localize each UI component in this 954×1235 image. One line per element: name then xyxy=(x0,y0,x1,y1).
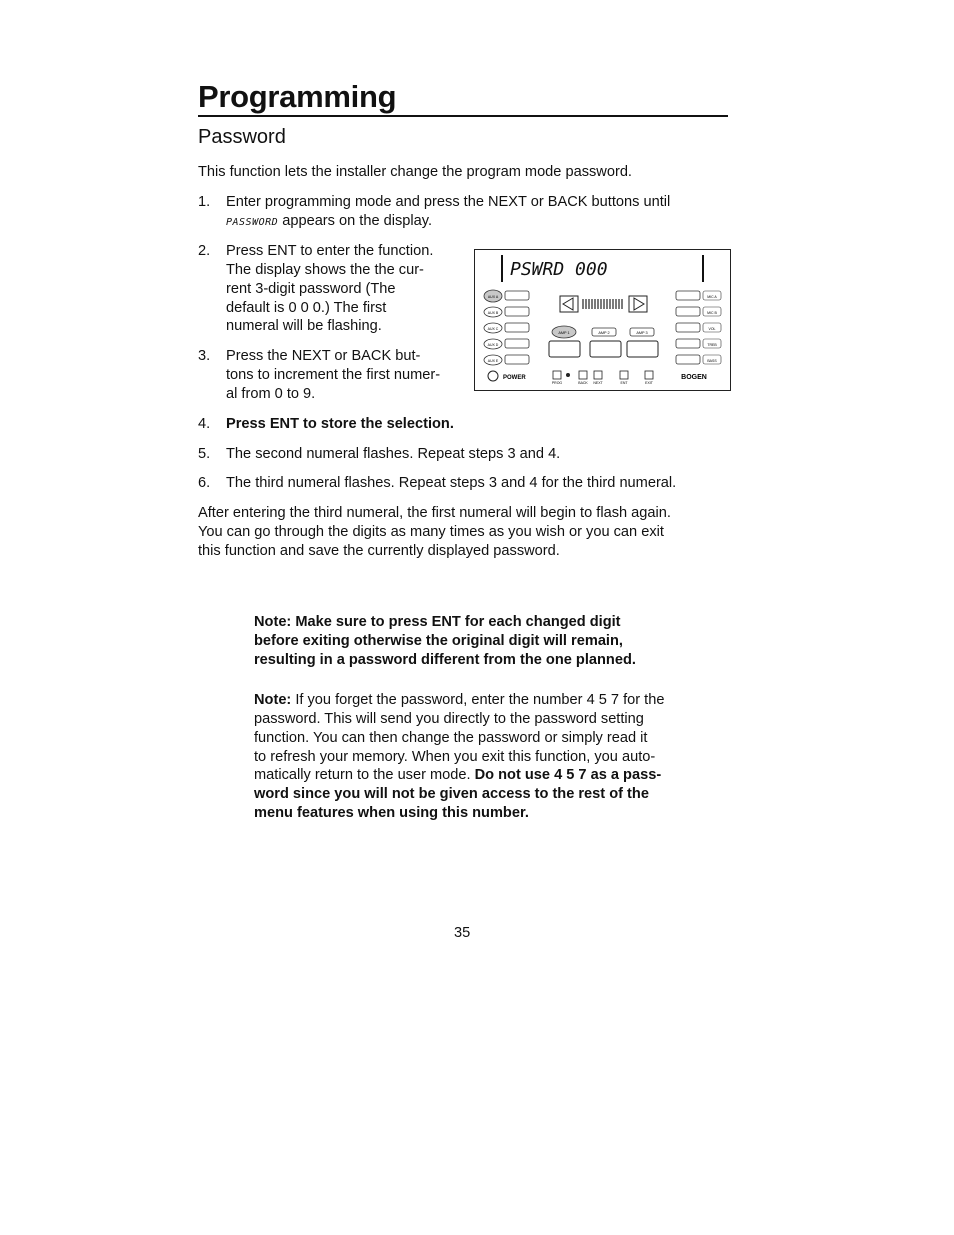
note-2-line-1: Note: If you forget the password, enter the number 4 5 7 for the xyxy=(254,692,665,708)
step-6-number: 6. xyxy=(198,475,211,491)
section-title: Password xyxy=(198,126,286,148)
intro-paragraph: This function lets the installer change the program mode password. xyxy=(198,164,632,180)
device-front-panel xyxy=(474,249,731,391)
svg-text:AUX D: AUX D xyxy=(487,343,499,347)
svg-text:AUX B: AUX B xyxy=(487,311,499,315)
svg-text:AUX A: AUX A xyxy=(487,295,499,299)
note-2-line-4: to refresh your memory. When you exit this function, you auto- xyxy=(254,749,656,765)
step-6-text: The third numeral flashes. Repeat steps 3 and 4 for the third numeral. xyxy=(226,475,677,491)
svg-text:MIC A: MIC A xyxy=(707,295,717,299)
step-3-line-2: tons to increment the first numer- xyxy=(226,367,441,383)
step-3-line-3: al from 0 to 9. xyxy=(226,386,316,402)
step-2-line-4: default is 0 0 0.) The first xyxy=(226,300,387,316)
prog-led xyxy=(566,373,570,377)
step-4-number: 4. xyxy=(198,416,211,432)
svg-text:BACK: BACK xyxy=(578,381,588,385)
page-number: 35 xyxy=(454,925,471,941)
note-2-line-6: word since you will not be given access to the rest of the xyxy=(254,786,649,802)
lcd-word-password: PASSWORD xyxy=(226,217,279,228)
step-2-line-2: The display shows the the cur- xyxy=(226,262,424,278)
step-4-text: Press ENT to store the selection. xyxy=(226,416,454,432)
page-heading: Programming xyxy=(198,79,397,114)
svg-text:MIC B: MIC B xyxy=(707,311,717,315)
svg-text:ENT: ENT xyxy=(620,381,628,385)
step-2-line-1: Press ENT to enter the function. xyxy=(226,243,434,259)
brand-logo: BOGEN xyxy=(681,374,707,381)
after-paragraph-line-1: After entering the third numeral, the first numeral will begin to flash again. xyxy=(198,505,671,521)
step-2-line-3: rent 3-digit password (The xyxy=(226,281,396,297)
svg-text:TREB: TREB xyxy=(707,343,717,347)
step-2-line-5: numeral will be flashing. xyxy=(226,318,382,334)
step-3-number: 3. xyxy=(198,348,211,364)
step-1-number: 1. xyxy=(198,194,211,210)
after-paragraph-line-3: this function and save the currently displayed password. xyxy=(198,543,560,559)
note-1-line-3: resulting in a password different from the one planned. xyxy=(254,652,636,668)
svg-text:PROG: PROG xyxy=(551,381,563,385)
svg-text:NEXT: NEXT xyxy=(593,381,603,385)
svg-text:AMP 2: AMP 2 xyxy=(598,331,610,335)
note-2-line-5: matically return to the user mode. Do not use 4 5 7 as a pass- xyxy=(254,767,662,783)
heading-rule xyxy=(198,115,728,117)
svg-text:AUX C: AUX C xyxy=(487,327,499,331)
svg-text:AMP 3: AMP 3 xyxy=(636,331,648,335)
svg-text:AMP 1: AMP 1 xyxy=(558,331,570,335)
svg-text:EXIT: EXIT xyxy=(645,381,653,385)
step-5-number: 5. xyxy=(198,446,211,462)
note-2-line-2: password. This will send you directly to the password setting xyxy=(254,711,644,727)
step-1-line-2: PASSWORD appears on the display. xyxy=(226,213,433,229)
step-2-number: 2. xyxy=(198,243,211,259)
svg-text:POWER: POWER xyxy=(503,375,526,381)
svg-text:VOL: VOL xyxy=(708,327,716,331)
svg-text:BASS: BASS xyxy=(707,359,717,363)
step-5-text: The second numeral flashes. Repeat steps 3 and 4. xyxy=(226,446,561,462)
note-1-line-2: before exiting otherwise the original digit will remain, xyxy=(254,633,623,649)
after-paragraph-line-2: You can go through the digits as many times as you wish or you can exit xyxy=(198,524,664,540)
lcd-display-text: PSWRD 000 xyxy=(510,259,608,280)
svg-text:AUX E: AUX E xyxy=(487,359,499,363)
note-2-line-3: function. You can then change the password or simply read it xyxy=(254,730,648,746)
note-1-line-1: Note: Make sure to press ENT for each changed digit xyxy=(254,614,621,630)
step-1-line-1: Enter programming mode and press the NEXT or BACK buttons until xyxy=(226,194,671,210)
step-3-line-1: Press the NEXT or BACK but- xyxy=(226,348,421,364)
note-2-line-7: menu features when using this number. xyxy=(254,805,529,821)
